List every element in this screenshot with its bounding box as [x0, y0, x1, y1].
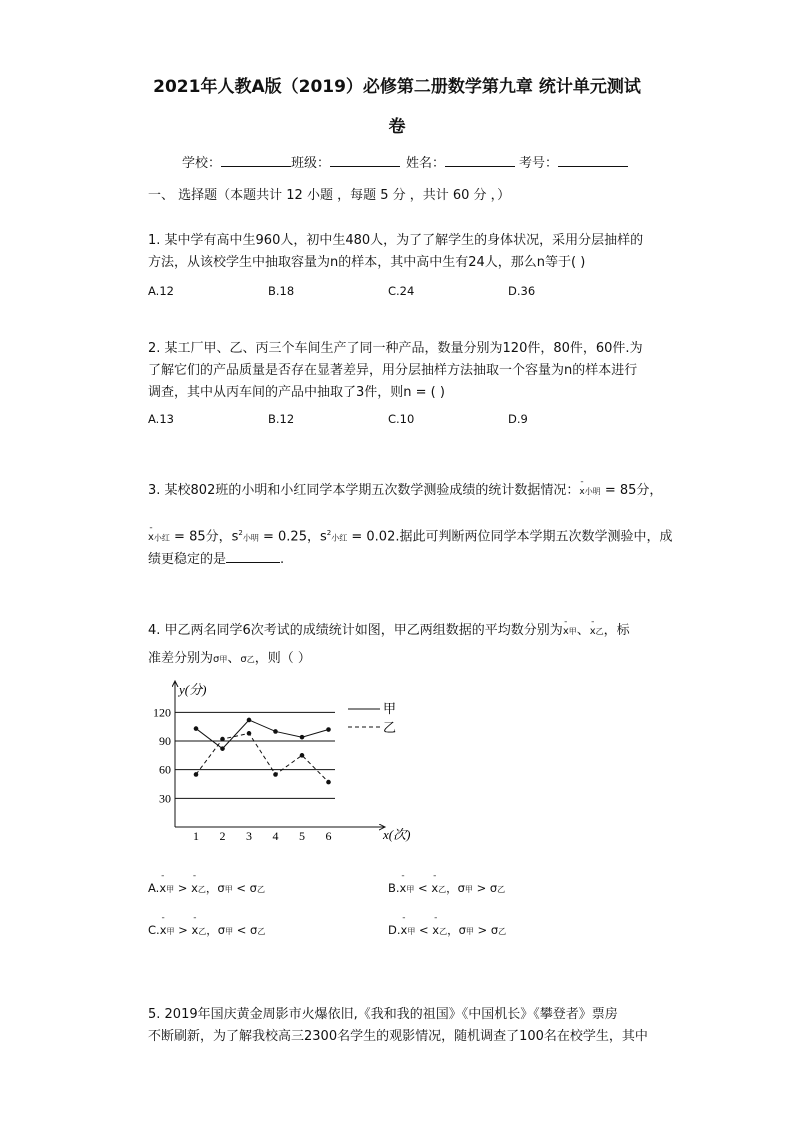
data-point-jia-6 [326, 727, 331, 732]
q1-line1: 1. 某中学有高中生960人，初中生480人，为了了解学生的身体状况，采用分层抽样的 [148, 233, 644, 248]
q4-line2: 准差分别为σ甲、σ乙，则（ ） [148, 651, 311, 666]
x-tick-label-1: 1 [193, 829, 199, 843]
x-tick-label-5: 5 [299, 829, 305, 843]
data-point-yi-2 [220, 737, 225, 742]
page-title: 2021年人教A版（2019）必修第二册数学第九章 统计单元测试 [153, 77, 641, 97]
name-label: 姓名： [406, 156, 446, 171]
q4-option-b[interactable]: B.- x甲 < - x乙，σ甲 > σ乙 [388, 880, 505, 896]
q2-line1: 2. 某工厂甲、乙、丙三个车间生产了同一种产品，数量分别为120件，80件，60件.为 [148, 341, 643, 356]
q2-option-a[interactable]: A.13 [148, 412, 174, 426]
q1-line2: 方法，从该校学生中抽取容量为n的样本，其中高中生有24人，那么n等于( ) [148, 255, 586, 270]
x-tick-label-6: 6 [325, 829, 332, 843]
q2-option-c[interactable]: C.10 [388, 412, 415, 426]
q2-option-b[interactable]: B.12 [268, 412, 295, 426]
page-title-continued: 卷 [388, 117, 406, 137]
q4-line1: 4. 甲乙两名同学6次考试的成绩统计如图，甲乙两组数据的平均数分别为- x甲、- x乙，标 [148, 620, 630, 643]
legend-label-yi: 乙 [383, 720, 397, 735]
q1-option-a[interactable]: A.12 [148, 284, 174, 298]
q1-option-b[interactable]: B.18 [268, 284, 295, 298]
q3-answer-blank[interactable] [226, 550, 280, 563]
school-label: 学校： [182, 156, 222, 171]
section-heading: 一、 选择题（本题共计 12 小题 ，每题 5 分 ，共计 60 分 ，） [148, 188, 511, 203]
x-tick-label-4: 4 [272, 829, 279, 843]
data-point-yi-4 [273, 772, 278, 777]
q5-line1: 5. 2019年国庆黄金周影市火爆依旧,《我和我的祖国》《中国机长》《攀登者》票房 [148, 1007, 618, 1022]
legend-label-jia: 甲 [383, 701, 397, 716]
school-field[interactable] [221, 154, 291, 167]
xbar-symbol: - x [148, 527, 154, 549]
q4-option-a[interactable]: A.- x甲 > - x乙，σ甲 < σ乙 [148, 880, 265, 896]
y-tick-label-90: 90 [159, 734, 171, 748]
q2-option-d[interactable]: D.9 [508, 412, 528, 426]
data-point-jia-2 [220, 746, 225, 751]
y-tick-label-120: 120 [153, 705, 171, 720]
class-field[interactable] [330, 154, 400, 167]
name-field[interactable] [445, 154, 515, 167]
q3-line1: 3. 某校802班的小明和小红同学本学期五次数学测验成绩的统计数据情况：- x小明 = 85分， [148, 480, 662, 503]
score-line-chart [140, 676, 430, 854]
y-tick-label-60: 60 [159, 762, 171, 777]
q4-option-d[interactable]: D.- x甲 < - x乙，σ甲 > σ乙 [388, 922, 506, 938]
data-point-yi-3 [247, 731, 252, 736]
x-axis-label: x(次) [383, 827, 411, 842]
number-label: 考号： [519, 156, 559, 171]
x-tick-label-2: 2 [219, 829, 226, 843]
x-tick-label-3: 3 [246, 829, 252, 843]
q1-option-d[interactable]: D.36 [508, 284, 536, 298]
q4-option-c[interactable]: C.- x甲 > - x乙，σ甲 < σ乙 [148, 922, 265, 938]
data-point-jia-1 [194, 726, 199, 731]
q3-line2: - x小红 = 85分，$s^2$小明 = 0.25，$s^2$小红 = 0.02.据此可判断两位同学本学期五次数学测验中，成 [148, 522, 672, 549]
data-point-jia-5 [300, 735, 305, 740]
series-line-jia [196, 720, 329, 749]
class-label: 班级： [291, 156, 331, 171]
data-point-yi-1 [194, 772, 199, 777]
student-info-row [182, 152, 628, 171]
data-point-jia-3 [247, 718, 252, 723]
y-axis-label: y(分) [179, 682, 207, 697]
xbar-symbol: - x [579, 481, 584, 503]
data-point-jia-4 [273, 729, 278, 734]
q3-line3: 绩更稳定的是 . [148, 552, 285, 567]
q1-option-c[interactable]: C.24 [388, 284, 415, 298]
number-field[interactable] [558, 154, 628, 167]
q2-line3: 调查，其中从丙车间的产品中抽取了3件，则n = ( ) [148, 385, 445, 400]
q2-line2: 了解它们的产品质量是否存在显著差异，用分层抽样方法抽取一个容量为n的样本进行 [148, 363, 638, 378]
q5-line2: 不断刷新，为了解我校高三2300名学生的观影情况，随机调查了100名在校学生，其中 [148, 1029, 648, 1044]
y-tick-label-30: 30 [159, 791, 171, 806]
data-point-yi-6 [326, 780, 331, 785]
data-point-yi-5 [300, 753, 305, 758]
